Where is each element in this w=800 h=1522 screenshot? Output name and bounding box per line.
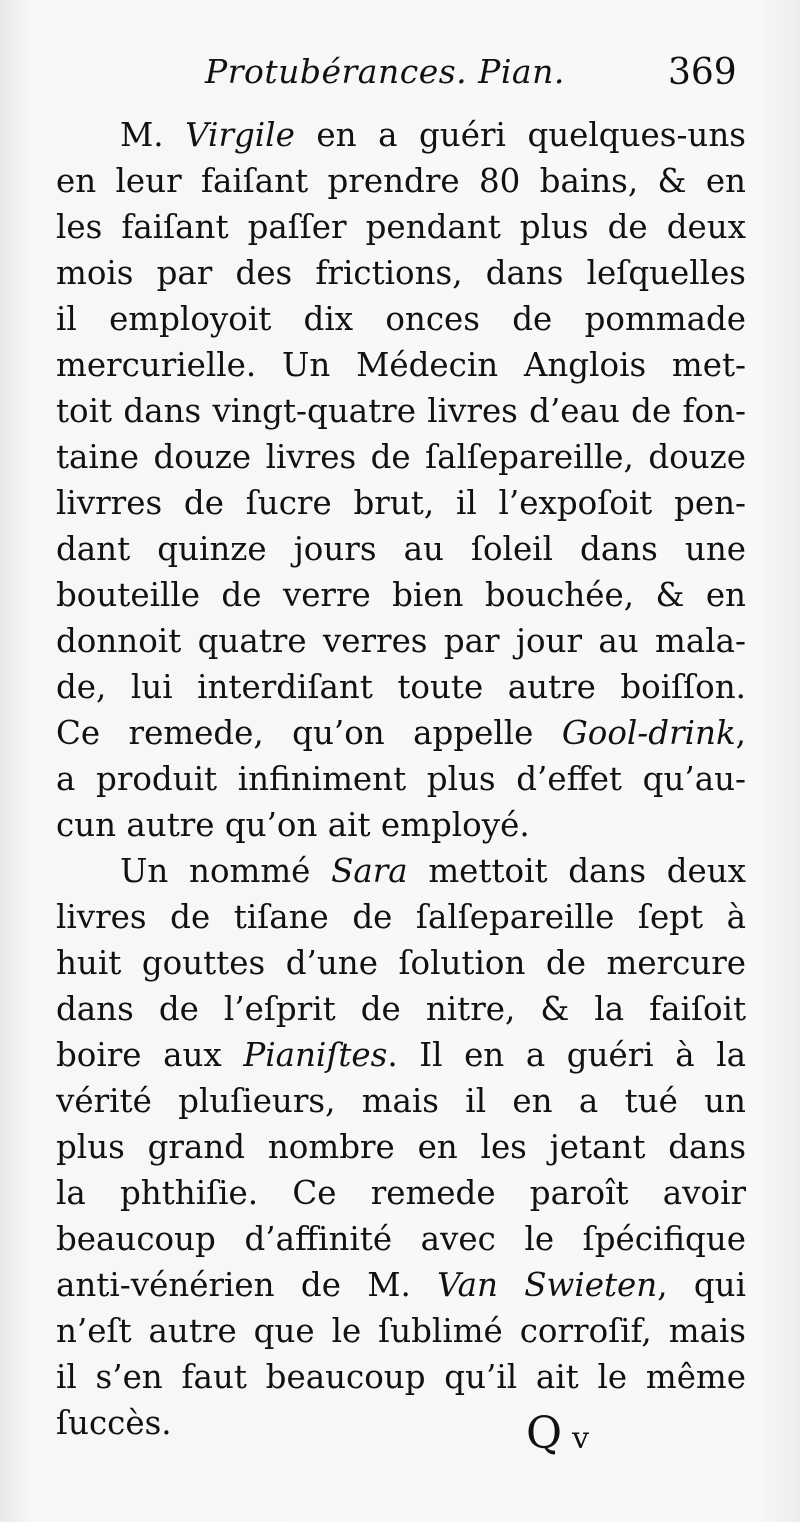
- text-line: [56, 1262, 746, 1308]
- italic-text: Virgile: [185, 116, 295, 154]
- text-segment: en leur faiſant prendre 80 bains, & en: [56, 162, 746, 200]
- text-line: [56, 296, 746, 342]
- text-line: [56, 848, 746, 894]
- text-segment: les faiſant paſſer pendant plus de deux: [56, 208, 746, 246]
- italic-text: Gool-drink: [561, 714, 736, 752]
- text-segment: n’eſt autre que le ſublimé corroſif, mais: [56, 1312, 746, 1350]
- text-segment: donnoit quatre verres par jour au mala-: [56, 622, 746, 660]
- italic-text: Pianiſtes: [243, 1036, 388, 1074]
- text-line: [56, 1216, 746, 1262]
- text-line: [56, 112, 746, 158]
- text-line: [56, 526, 746, 572]
- text-segment: dans de l’eſprit de nitre, & la faiſoit: [56, 990, 746, 1028]
- text-line: [56, 1170, 746, 1216]
- text-segment: livrres de ſucre brut, il l’expoſoit pen-: [56, 484, 746, 522]
- italic-text: Sara: [331, 852, 408, 890]
- text-segment: a produit infiniment plus d’effet qu’au-: [56, 760, 746, 798]
- signature-letter: Q: [526, 1408, 563, 1459]
- text-segment: boire aux: [56, 1036, 244, 1074]
- text-segment: mettoit dans deux: [407, 852, 746, 890]
- text-line: [56, 802, 746, 848]
- text-segment: beaucoup d’affinité avec le ſpécifique: [56, 1220, 746, 1258]
- page-number: 369: [668, 52, 737, 93]
- text-line: [56, 756, 746, 802]
- text-line: [56, 1124, 746, 1170]
- text-line: [56, 986, 746, 1032]
- text-segment: toit dans vingt-quatre livres d’eau de fon-: [56, 392, 746, 430]
- text-line: [56, 250, 746, 296]
- text-segment: Ce remede, qu’on appelle: [56, 714, 562, 752]
- text-line: [56, 1032, 746, 1078]
- text-segment: anti-vénérien de M.: [56, 1266, 438, 1304]
- text-segment: cun autre qu’on ait employé.: [56, 806, 530, 844]
- text-segment: dant quinze jours au ſoleil dans une: [56, 530, 746, 568]
- text-line: [56, 710, 746, 756]
- text-segment: plus grand nombre en les jetant dans: [56, 1128, 746, 1166]
- signature-numeral: v: [572, 1421, 590, 1456]
- text-segment: livres de tiſane de ſalſepareille ſept à: [56, 898, 746, 936]
- text-segment: mercurielle. Un Médecin Anglois met-: [56, 346, 746, 384]
- italic-text: Van Swieten: [437, 1266, 658, 1304]
- text-line: [56, 1354, 746, 1400]
- text-line: [56, 1308, 746, 1354]
- text-segment: vérité pluſieurs, mais il en a tué un: [56, 1082, 746, 1120]
- text-line: [56, 572, 746, 618]
- text-line: [56, 158, 746, 204]
- text-segment: ſuccès.: [56, 1404, 172, 1442]
- text-segment: il s’en faut beaucoup qu’il ait le même: [56, 1358, 746, 1396]
- text-segment: Un nommé: [120, 852, 332, 890]
- text-line: [56, 388, 746, 434]
- signature-mark: [526, 1408, 589, 1459]
- text-line: [56, 1078, 746, 1124]
- text-line: [56, 894, 746, 940]
- paragraph: [56, 848, 746, 1446]
- text-segment: il employoit dix onces de pommade: [56, 300, 746, 338]
- text-segment: en a guéri quelques-uns: [294, 116, 746, 154]
- text-line: [56, 342, 746, 388]
- text-segment: de, lui interdiſant toute autre boiſſon.: [56, 668, 746, 706]
- body-text: [56, 112, 746, 1446]
- text-line: [56, 1400, 746, 1446]
- text-segment: la phthiſie. Ce remede paroît avoir: [56, 1174, 746, 1212]
- text-line: [56, 480, 746, 526]
- text-segment: M.: [120, 116, 186, 154]
- text-line: [56, 434, 746, 480]
- text-line: [56, 618, 746, 664]
- text-line: [56, 204, 746, 250]
- text-segment: mois par des frictions, dans leſquelles: [56, 254, 746, 292]
- page-header: [0, 52, 800, 102]
- text-segment: , qui: [657, 1266, 746, 1304]
- text-segment: . Il en a guéri à la: [387, 1036, 746, 1074]
- text-segment: huit gouttes d’une ſolution de mercure: [56, 944, 746, 982]
- running-title: Protubérances. Pian.: [205, 52, 565, 91]
- paragraph: [56, 112, 746, 848]
- text-segment: ,: [735, 714, 746, 752]
- text-segment: taine douze livres de ſalſepareille, douze: [56, 438, 746, 476]
- text-segment: bouteille de verre bien bouchée, & en: [56, 576, 746, 614]
- text-line: [56, 940, 746, 986]
- text-line: [56, 664, 746, 710]
